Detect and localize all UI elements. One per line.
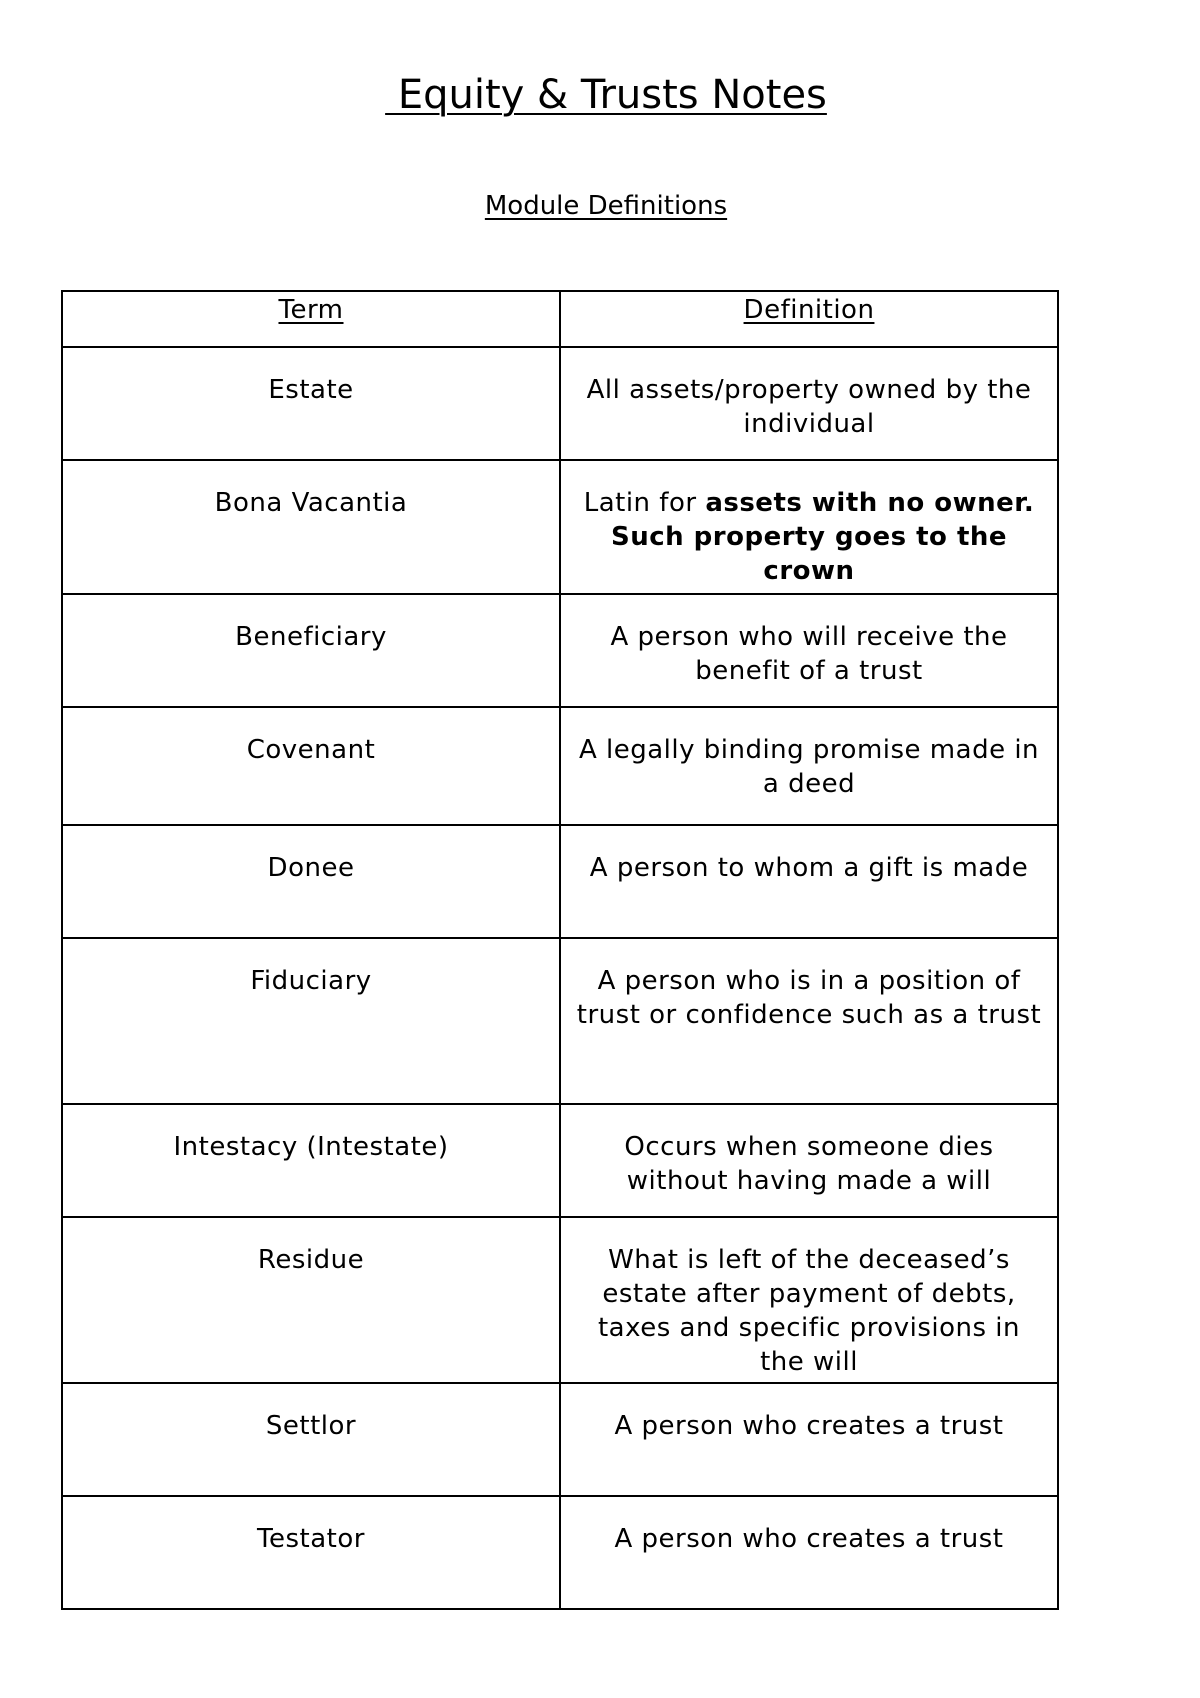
table-row [62,1104,1058,1217]
definitions-table [61,290,1059,1610]
table-row [62,707,1058,825]
document-subtitle: Module Definitions [484,191,728,221]
table-row [62,825,1058,938]
table-row [62,347,1058,460]
table-row [62,1217,1058,1383]
term-cell: Donee [62,825,560,938]
header-term: Term [62,291,560,347]
definition-prefix: Latin for [583,488,706,518]
table-header-row [62,291,1058,347]
definition-cell: A person who will receive the benefit of a trust [560,594,1058,707]
term-cell: Intestacy (Intestate) [62,1104,560,1217]
term-cell: Settlor [62,1383,560,1496]
term-cell: Fiduciary [62,938,560,1104]
definition-cell: A legally binding promise made in a deed [560,707,1058,825]
definition-cell: A person who creates a trust [560,1383,1058,1496]
definition-cell: What is left of the deceased’s estate after payment of debts, taxes and specific provisions in the will [560,1217,1058,1383]
header-definition: Definition [560,291,1058,347]
term-cell: Bona Vacantia [62,460,560,594]
table-row [62,594,1058,707]
document-title: Equity & Trusts Notes [385,72,827,118]
term-cell: Estate [62,347,560,460]
table-row [62,1383,1058,1496]
definition-cell: A person who is in a position of trust or confidence such as a trust [560,938,1058,1104]
term-cell: Residue [62,1217,560,1383]
table-row [62,460,1058,594]
definition-bold: assets with no owner. Such property goes to the crown [610,488,1035,586]
definition-cell: A person to whom a gift is made [560,825,1058,938]
term-cell: Beneficiary [62,594,560,707]
term-cell: Testator [62,1496,560,1609]
definition-cell: Occurs when someone dies without having made a will [560,1104,1058,1217]
definition-cell [560,460,1058,594]
definition-cell: All assets/property owned by the individual [560,347,1058,460]
definition-cell: A person who creates a trust [560,1496,1058,1609]
term-cell: Covenant [62,707,560,825]
table-row [62,938,1058,1104]
table-row [62,1496,1058,1609]
